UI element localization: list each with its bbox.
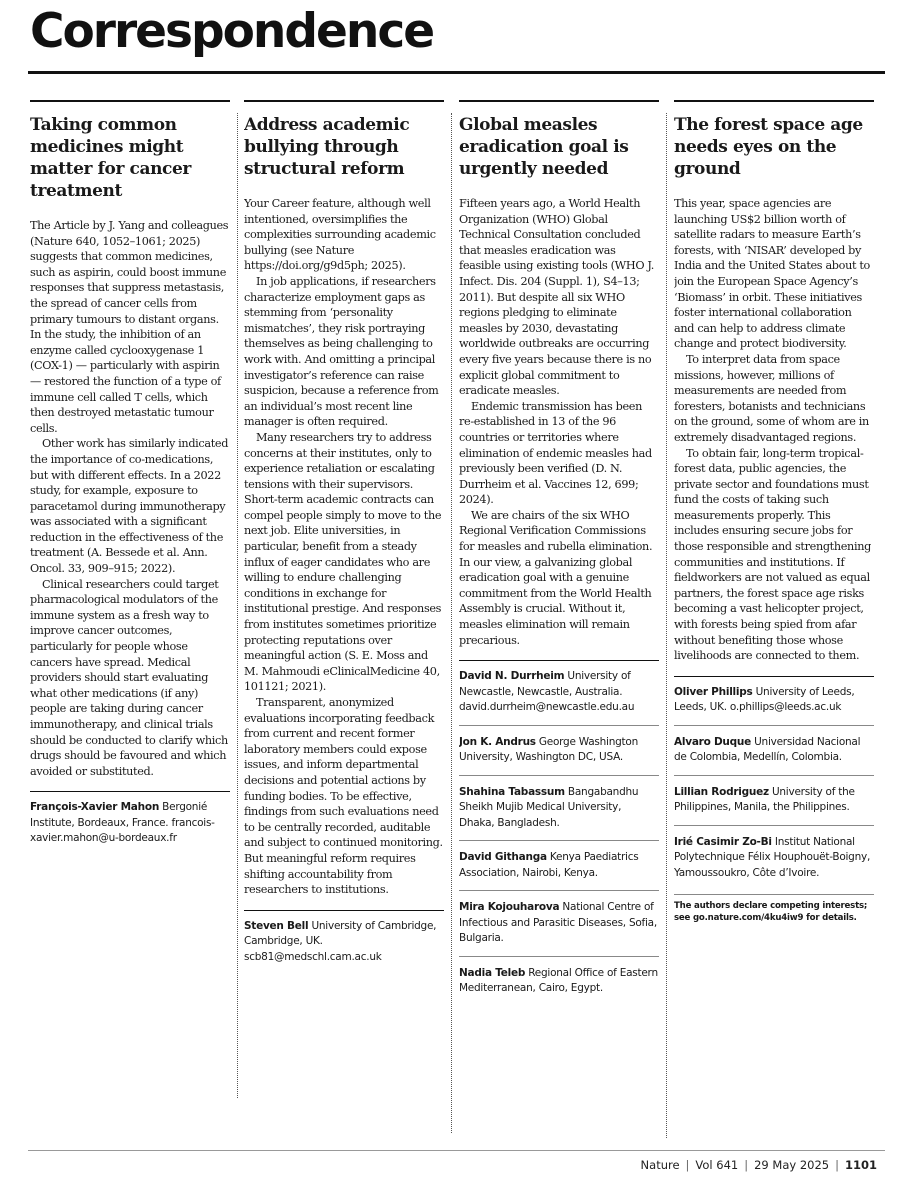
letter-column-4 xyxy=(674,100,874,924)
author-name: Irié Casimir Zo-Bi xyxy=(674,835,772,848)
author-email[interactable]: francois-xavier.mahon@u-bordeaux.fr xyxy=(30,816,215,845)
letter-body xyxy=(244,196,444,898)
page-footer: Nature | Vol 641 | 29 May 2025 | 1101 xyxy=(640,1158,877,1172)
author-email[interactable]: david.durrheim@newcastle.edu.au xyxy=(459,701,635,714)
paragraph: Your Career feature, although well intentioned, oversimplifies the complexities surrounding academic bullying (see Nature https://doi.org/g9d5ph; 2025). xyxy=(244,197,436,273)
author-name: Lillian Rodriguez xyxy=(674,785,769,798)
author-affiliation: Bangabandhu Sheikh Mujib Medical University, Dhaka, Bangladesh. xyxy=(459,785,639,829)
signature xyxy=(674,775,874,825)
paragraph: We are chairs of the six WHO Regional Verification Commissions for measles and rubella elimination. In our view, a galvanizing global eradication goal with a genuine commitment from the World Health Assembly is crucial. Without it, measles elimination will remain precarious. xyxy=(459,508,653,647)
letter-column-2 xyxy=(244,100,444,974)
letter-column-3 xyxy=(459,100,659,1006)
signature xyxy=(244,911,444,975)
footer-rule xyxy=(28,1150,885,1151)
author-affiliation: National Centre of Infectious and Parasitic Diseases, Sofia, Bulgaria. xyxy=(459,901,657,945)
author-affiliation: Kenya Paediatrics Association, Nairobi, Kenya. xyxy=(459,851,639,879)
paragraph: Other work has similarly indicated the importance of co-medications, but with different effects. In a 2022 study, for example, exposure to paracetamol during immunotherapy was associated with a significant reduction in the effectiveness of the treatment (A. Bessede et al. Ann. Oncol. 33, 909–915; 2022). xyxy=(30,437,229,576)
signature xyxy=(459,956,659,1006)
author-name: Shahina Tabassum xyxy=(459,785,565,798)
author-name: David Githanga xyxy=(459,851,547,864)
author-affiliation: University of Leeds, Leeds, UK. xyxy=(674,685,855,714)
page-number: 1101 xyxy=(844,1158,877,1172)
author-name: David N. Durrheim xyxy=(459,670,565,683)
signature xyxy=(674,677,874,725)
author-name: Steven Bell xyxy=(244,919,309,932)
letter-body xyxy=(459,196,659,648)
letter-headline: Global measles eradication goal is urgently needed xyxy=(459,100,659,180)
column-divider xyxy=(451,113,452,1133)
issue-date: 29 May 2025 xyxy=(754,1158,830,1172)
signature xyxy=(459,661,659,725)
column-divider xyxy=(666,113,667,1138)
author-affiliation: Institut National Polytechnique Félix Houphouët-Boigny, Yamoussoukro, Côte d’Ivoire. xyxy=(674,835,871,879)
author-name: Oliver Phillips xyxy=(674,685,753,698)
author-affiliation: Bergonié Institute, Bordeaux, France. xyxy=(30,801,208,829)
author-name: Jon K. Andrus xyxy=(459,735,536,748)
paragraph: Transparent, anonymized evaluations incorporating feedback from current and recent former laboratory members could expose issues, and inform departmental decisions and potential actions by funding bodies. To be effective, findings from such evaluations need to be centrally recorded, auditable and subject to continued monitoring. But meaningful reform requires shifting accountability from researchers to institutions. xyxy=(244,696,443,897)
author-affiliation: George Washington University, Washington DC, USA. xyxy=(459,735,638,764)
volume: Vol 641 xyxy=(695,1158,739,1172)
column-divider xyxy=(237,113,238,1098)
paragraph: Endemic transmission has been re-established in 13 of the 96 countries or territories where elimination of endemic measles had previously been verified (D. N. Durrheim et al. Vaccines 12, 699; 2024). xyxy=(459,399,652,507)
letter-column-1 xyxy=(30,100,230,856)
author-affiliation: Universidad Nacional de Colombia, Medellín, Colombia. xyxy=(674,735,861,764)
signature xyxy=(674,825,874,891)
signature xyxy=(459,890,659,956)
letter-body xyxy=(30,218,230,779)
letter-headline: Taking common medicines might matter for cancer treatment xyxy=(30,100,230,202)
signature xyxy=(30,792,230,856)
author-affiliation: University of Cambridge, Cambridge, UK. xyxy=(244,919,437,948)
signature xyxy=(459,840,659,890)
author-name: Nadia Teleb xyxy=(459,966,526,979)
author-affiliation: University of Newcastle, Newcastle, Australia. xyxy=(459,670,631,698)
author-name: Alvaro Duque xyxy=(674,735,752,748)
competing-interests-note: The authors declare competing interests; see go.nature.com/4ku4iw9 for details. xyxy=(674,894,874,924)
top-rule xyxy=(28,71,885,74)
author-affiliation: University of the Philippines, Manila, the Philippines. xyxy=(674,785,855,814)
paragraph: To interpret data from space missions, however, millions of measurements are needed from foresters, botanists and technicians on the ground, some of whom are in extremely disadvantaged regions. xyxy=(674,352,869,444)
author-email[interactable]: scb81@medschl.cam.ac.uk xyxy=(244,950,382,963)
section-title: Correspondence xyxy=(30,4,434,59)
signature xyxy=(459,775,659,841)
paragraph: Fifteen years ago, a World Health Organization (WHO) Global Technical Consultation concluded that measles eradication was feasible using existing tools (WHO J. Infect. Dis. 204 (Suppl. 1), S4–13; 2011). But despite all six WHO regions pledging to eliminate measles by 2030, devastating worldwide outbreaks are occurring every five years because there is no explicit global commitment to eradicate measles. xyxy=(459,197,654,398)
signature xyxy=(674,725,874,775)
paragraph: Many researchers try to address concerns at their institutes, only to experience retaliation or escalating tensions with their supervisors. Short-term academic contracts can compel people simply to move to the next job. Elite universities, in particular, benefit from a steady influx of eager candidates who are willing to endure challenging conditions in exchange for institutional prestige. And responses from institutes sometimes prioritize protecting reputations over meaningful action (S. E. Moss and M. Mahmoudi eClinicalMedicine 40, 101121; 2021). xyxy=(244,430,442,694)
paragraph: Clinical researchers could target pharmacological modulators of the immune system as a fresh way to improve cancer outcomes, particularly for people whose cancers have spread. Medical providers should start evaluating what other medications (if any) people are taking during cancer immunotherapy, and clinical trials should be conducted to clarify which drugs should be favoured and which avoided or substituted. xyxy=(30,577,228,778)
letter-headline: Address academic bullying through structural reform xyxy=(244,100,444,180)
paragraph: In job applications, if researchers characterize employment gaps as stemming from ‘personality mismatches’, they risk portraying themselves as being challenging to work with. And omitting a principal investigator’s reference can raise suspicion, because a reference from an individual’s most recent line manager is often required. xyxy=(244,274,439,429)
letter-body xyxy=(674,196,874,664)
paragraph: This year, space agencies are launching US$2 billion worth of satellite radars to measure Earth’s forests, with ‘NISAR’ developed by India and the United States about to join the European Space Agency’s ‘Biomass’ in orbit. These initiatives foster international collaboration and can help to address climate change and protect biodiversity. xyxy=(674,197,870,351)
signature xyxy=(459,725,659,775)
author-name: Mira Kojouharova xyxy=(459,901,560,914)
paragraph: To obtain fair, long-term tropical-forest data, public agencies, the private sector and foundations must fund the costs of taking such measurements properly. This includes ensuring secure jobs for those responsible and strengthening communities and institutions. If fieldworkers are not valued as equal partners, the forest space age risks becoming a vast helicopter project, with forests being spied from afar without benefiting those whose livelihoods are connected to them. xyxy=(674,446,871,663)
author-email[interactable]: o.phillips@leeds.ac.uk xyxy=(729,701,842,714)
paragraph: The Article by J. Yang and colleagues (Nature 640, 1052–1061; 2025) suggests that common medicines, such as aspirin, could boost immune responses that suppress metastasis, the spread of cancer cells from primary tumours to distant organs. In the study, the inhibition of an enzyme called cyclooxygenase 1 (COX-1) — particularly with aspirin — restored the function of a type of immune cell called T cells, which then destroyed metastatic tumour cells. xyxy=(30,219,229,435)
letter-headline: The forest space age needs eyes on the ground xyxy=(674,100,874,180)
author-name: François-Xavier Mahon xyxy=(30,801,160,814)
journal-name: Nature xyxy=(640,1158,680,1172)
author-affiliation: Regional Office of Eastern Mediterranean, Cairo, Egypt. xyxy=(459,966,658,995)
